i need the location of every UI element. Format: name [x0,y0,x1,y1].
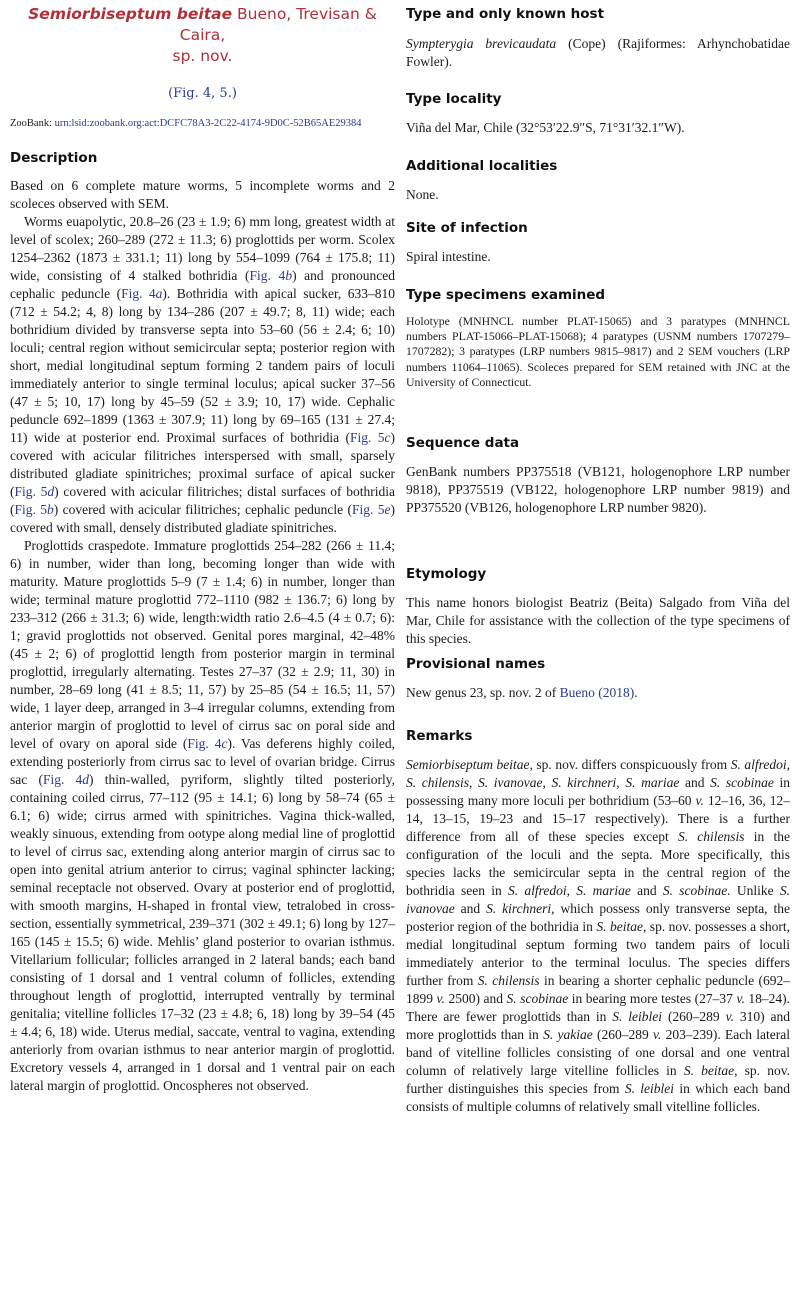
text-run: , [469,775,479,790]
zoobank-label: ZooBank: [10,118,55,129]
text-run: 310) and more proglottids than in [406,1009,790,1042]
host-text-rest: (Cope) (Rajiformes: Arhynchobatidae Fowler). [406,36,790,69]
text-run: and [679,775,711,790]
text-run: in bearing a shorter cephalic peduncle (692–1899 [406,973,791,1006]
text-run: ). Bothridia with apical sucker, 633–810 (712 ± 54.2; 4, 8) long by 134–286 (207 ± 49.7; 8, 11) wide; each bothridium divided by transverse septa into 53–60 (56 ± 2.4; 6; 10) loculi; central region without semicircular septa; posterior region with short, medial longitudinal septum forming 2 tandem pairs of loculi immediately anterior to single terminal loculus; apical sucker 37–56 (47 ± 5; 10, 17) long by 45–59 (52 ± 3.9; 10, 17) wide. Cephalic peduncle 692–1899 (1363 ± 307.9; 11) long by 69–165 (131 ± 27.4; 11) wide at posterior end. Proximal surfaces of bothridia ( [10,286,395,445]
taxon-name: S. leiblei [624,1081,675,1096]
species-title [10,4,395,67]
description-para-3 [10,537,395,1095]
text-run: . [634,685,638,700]
fig-4c-link[interactable]: Fig. 4c [187,736,228,751]
description-section [10,149,395,1095]
bueno-2018-citation-link[interactable]: Bueno (2018) [559,685,635,700]
description-para-2 [10,213,395,537]
text-run: , [616,775,626,790]
taxon-name: S. scobinae [506,991,569,1006]
taxon-name: S. mariae [625,775,680,790]
taxon-name: S. beitae [596,919,643,934]
taxon-name: v. [725,1009,734,1024]
text-run: , [542,775,552,790]
text-run: 203–239). Each lateral band of vitelline follicles consisting of one dorsal and one ventral column of relatively large vitelline follicles in [406,1027,791,1078]
remarks-heading: Remarks [406,728,473,744]
text-run: in bearing more testes (27–37 [568,991,737,1006]
site-of-infection-section [406,219,790,266]
taxon-name: S. yakiae [543,1027,593,1042]
fig-5c-link[interactable]: Fig. 5c [349,430,391,445]
additional-localities-heading: Additional localities [406,158,558,174]
text-run: ) and pronounced cephalic peduncle ( [10,268,396,301]
taxon-name: v. [436,991,445,1006]
sequence-data-heading: Sequence data [406,435,520,451]
text-run: ) covered with acicular filitriches; distal surfaces of bothridia ( [10,484,396,517]
species-status: sp. nov. [172,47,233,65]
text-run: , [786,757,790,772]
taxon-name: S. kirchneri [551,775,617,790]
text-run: in which each band consists of multiple columns of relatively small vitelline follicles. [406,1081,790,1114]
zoobank-registration [10,117,395,131]
left-column [10,0,395,1095]
taxon-name: S. mariae [576,883,631,898]
provisional-names-text [406,684,790,702]
sequence-data-text: GenBank numbers PP375518 (VB121, hologenophore LRP number 9818), PP375519 (VB122, hologenophore LRP number 9819) and PP375520 (VB126, hologenophore LRP number 9820). [406,464,790,515]
fig-5b-link[interactable]: Fig. 5b [14,502,54,517]
type-locality-text: Viña del Mar, Chile (32°53′22.9″S, 71°31′32.1″W). [406,120,685,135]
taxon-name: S. chilensis [477,973,540,988]
additional-localities-text: None. [406,187,439,202]
type-locality-heading: Type locality [406,91,502,107]
text-run: ) covered with small, densely distributed gladiate spinitriches. [10,502,396,535]
zoobank-link[interactable]: urn:lsid:zoobank.org:act:DCFC78A3-2C22-4174-9D0C-52B65AE29384 [54,118,362,129]
text-run: , which possess only transverse septa, the posterior region of the bothridia in [406,901,790,934]
text-run: and [630,883,663,898]
taxon-name: S. chilensis [406,775,470,790]
taxon-name: Semiorbiseptum beitae [406,757,530,772]
host-section [406,5,790,71]
etymology-section [406,565,790,648]
type-specimens-text: Holotype (MNHNCL number PLAT-15065) and 3 paratypes (MNHNCL numbers PLAT-15066–PLAT-15068); 4 paratypes (USNM numbers 1707279–1707282); 3 paratypes (LRP numbers 9815–9817) and 2 SEM vouchers (LRP numbers 11064–11065). Scoleces prepared for SEM retained with JNC at the University of Connecticut. [406,314,790,389]
text-run: in the configuration of the loculi and the septa. More specifically, this species lacks the semicircular septa in the central region of the bothridia seen in [406,829,790,898]
taxon-name: S. beitae [683,1063,735,1078]
additional-localities-section [406,157,790,204]
fig-4b-link[interactable]: Fig. 4b [249,268,293,283]
text-run: 18–24). There are fewer proglottids than in [406,991,790,1024]
taxon-name: S. alfredoi [507,883,567,898]
text-run: ) thin-walled, pyriform, slightly tilted posteriorly, containing coiled cirrus, 77–112 (95 ± 14.1; 6) long by 58–74 (65 ± 6.1; 6) wide; cirrus armed with spinitriches. Vagina thick-walled, weakly sinuous, extending from ootype along medial line of proglottid to level of cirrus sac, extending along anterior margin of cirrus sac to open into genital atrium anterior to cirrus; vaginal sphincter lacking; seminal receptacle not observed. Ovary at posterior end of proglottid, with smooth margins, H-shaped in frontal view, tetralobed in cross-section, essentially symmetrical, 239–371 (302 ± 49.1; 6) long by 127–165 (145 ± 15.5; 6) wide. Mehlis’ gland posterior to ovarian isthmus. Vitellarium follicular; follicles arranged in 2 lateral bands; each band consisting of 1 dorsal and 1 ventral column of follicles, extending throughout length of proglottid, interrupted ventrally by terminal genitalia; vitelline follicles 17–32 (23 ± 4.8; 6, 18) long by 39–54 (45 ± 4.4; 6, 18) wide. Uterus medial, saccate, ventral to vagina, extending anteriorly from ovarian isthmus to near anterior margin of proglottid. Excretory vessels 4, arranged in 1 dorsal and 1 ventral pair on each lateral margin of proglottid. Oncospheres not observed. [10,772,395,1093]
site-of-infection-heading: Site of infection [406,220,528,236]
figure-reference[interactable]: (Fig. 4, 5.) [168,86,237,101]
species-name: Semiorbiseptum beitae [28,5,233,23]
text-run: New genus 23, sp. nov. 2 of [406,685,560,700]
taxon-name: v. [736,991,745,1006]
text-run: , sp. nov. possesses a short, medial longitudinal septum forming two tandem pairs of loculi immediately anterior to the terminal loculus. The species differs further from [406,919,790,988]
taxon-name: S. ivanovae [406,883,790,916]
sequence-data-section [406,434,790,517]
text-run: 12–16, 36, 12–14, 13–15, 19–23 and 15–17 respectively). There is a further difference from all of these species except [406,793,791,844]
taxon-name: S. scobinae. [662,883,731,898]
taxon-name: S. chilensis [677,829,745,844]
host-species: Sympterygia brevicaudata [406,36,557,51]
text-run: (260–289 [592,1027,653,1042]
fig-5d-link[interactable]: Fig. 5d [14,484,55,499]
text-run: Unlike [730,883,780,898]
host-text [406,35,790,71]
fig-4a-link[interactable]: Fig. 4a [121,286,163,301]
description-para-1: Based on 6 complete mature worms, 5 incomplete worms and 2 scoleces observed with SEM. [10,178,395,211]
remarks-section [406,727,790,1116]
type-locality-section [406,90,790,137]
site-of-infection-text: Spiral intestine. [406,249,491,264]
provisional-names-section [406,655,790,702]
taxon-name: v. [653,1027,662,1042]
text-run: 2500) and [444,991,507,1006]
text-run: , [566,883,577,898]
remarks-text [406,756,790,1116]
taxon-name: S. alfredoi [730,757,787,772]
taxon-name: S. kirchneri [486,901,552,916]
description-heading: Description [10,150,98,166]
text-run: ) covered with acicular filitriches; cephalic peduncle ( [53,502,352,517]
species-authority: Bueno, Trevisan & Caira, [179,5,377,44]
taxon-name: S. scobinae [710,775,774,790]
text-run: in possessing many more loculi per bothridium (53–60 [406,775,791,808]
host-heading: Type and only known host [406,6,605,22]
provisional-names-heading: Provisional names [406,656,546,672]
text-run: , sp. nov. further distinguishes this species from [406,1063,790,1096]
taxon-name: S. leiblei [612,1009,663,1024]
text-run: Worms euapolytic, 20.8–26 (23 ± 1.9; 6) mm long, greatest width at level of scolex; 260–289 (272 ± 11.3; 6) proglottids per worm. Scolex 1254–2362 (1873 ± 331.1; 11) long by 554–1099 (764 ± 175.8; 11) wide, consisting of 4 stalked bothridia ( [10,214,395,283]
text-run: (260–289 [662,1009,726,1024]
taxon-name: S. ivanovae [478,775,543,790]
etymology-heading: Etymology [406,566,487,582]
etymology-text: This name honors biologist Beatriz (Beita) Salgado from Viña del Mar, Chile for assistance with the collection of the type specimens of this species. [406,595,790,646]
fig-5e-link[interactable]: Fig. 5e [352,502,391,517]
type-specimens-heading: Type specimens examined [406,287,606,303]
text-run: and [454,901,487,916]
text-run: ). Vas deferens highly coiled, extending posteriorly from cirrus sac to level of ovarian bridge. Cirrus sac ( [10,736,395,787]
type-specimens-section [406,286,790,390]
text-run: Proglottids craspedote. Immature proglottids 254–282 (266 ± 11.4; 6) in number, wider than long, becoming longer than wide with maturity. Mature proglottids 5–9 (7 ± 1.4; 6) in number, longer than wide; terminal mature proglottid 772–1110 (982 ± 136.7; 6) long by 233–312 (266 ± 31.3; 6) wide, length:width ratio 2.6–4.5 (4 ± 0.7; 6): 1; gravid proglottids not observed. Genital pores marginal, 42–48% (45 ± 2; 6) of proglottid length from posterior margin in terminal proglottid, irregularly alternating. Testes 27–37 (32 ± 2.9; 11, 30) in number, 28–69 long (41 ± 8.5; 11, 57) by 25–85 (54 ± 16.5; 11, 57) wide, 1 layer deep, arranged in 3–4 irregular columns, extending from anterior margin of proglottid to level of cirrus sac on poral side and level of ovary on aporal side ( [10,538,395,751]
taxon-name: v. [695,793,704,808]
text-run: , sp. nov. differs conspicuously from [529,757,731,772]
fig-4d-link[interactable]: Fig. 4d [42,772,90,787]
text-run: ) covered with acicular filitriches interspersed with small, sparsely distributed gladiate spinitriches; proximal surface of apical sucker ( [10,430,395,499]
